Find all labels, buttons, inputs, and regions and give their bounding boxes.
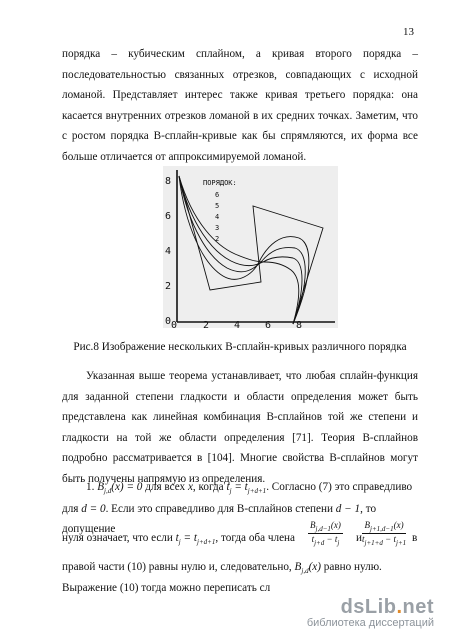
text: для всех <box>142 481 188 493</box>
x-tick: 8 <box>296 320 303 328</box>
formula-symbol: t <box>226 481 230 493</box>
page-number: 13 <box>403 26 414 38</box>
legend-item: 4 <box>215 213 220 221</box>
formula-symbol: B <box>97 481 105 493</box>
text: нуля означает, что если <box>62 532 176 544</box>
watermark <box>307 596 434 629</box>
frac-num-sub: j+1,d−1 <box>370 525 394 533</box>
line-4 <box>62 557 418 577</box>
text: для <box>62 503 82 515</box>
paragraph-1: порядка – кубическим сплайном, а кривая второго порядка – последовательностью связанных отрезков, совпадающих с исходной ломаной. Представляет интерес также кривая третьего порядка: она касается внутренних отрезков ломаной в их средних точках. Заметим, что с ростом порядка B-сплайн-кривые как бы спрямляются, их форма все больше отличается от аппроксимируемой ломаной. <box>62 48 418 163</box>
watermark-subtitle: библиотека диссертаций <box>306 617 434 629</box>
y-tick: 2 <box>165 281 172 292</box>
legend-item: 6 <box>215 191 220 199</box>
text: . Если это справедливо для B-сплайнов степени <box>105 503 336 515</box>
formula-symbol: B <box>294 561 302 573</box>
in-word: в <box>412 532 418 544</box>
curve-order-6 <box>179 176 299 324</box>
curve-order-5 <box>179 176 302 324</box>
fraction-2 <box>362 520 406 547</box>
fraction-1 <box>308 520 343 547</box>
y-tick: 8 <box>165 176 172 187</box>
logo-text: dsLib <box>340 596 397 618</box>
item-1-line <box>62 477 418 497</box>
formula-subscript: j,d <box>104 487 112 495</box>
text: , тогда оба члена <box>215 532 295 544</box>
line-5: Выражение (10) тогда можно переписать сл <box>62 582 271 594</box>
frac-den-sub: j <box>337 539 340 547</box>
frac-num: B <box>364 520 370 530</box>
formula-subscript: j,d <box>301 567 309 575</box>
y-tick: 4 <box>165 246 172 257</box>
formula-rest: = t <box>180 532 197 544</box>
formula-subscript: j <box>229 487 232 495</box>
curve-order-3 <box>179 176 309 324</box>
legend-item: 2 <box>215 235 220 243</box>
x-tick: 0 <box>171 320 178 328</box>
text: , то допущение <box>62 503 377 535</box>
y-tick: 6 <box>165 211 172 222</box>
figure-plot <box>163 166 338 328</box>
frac-num-rest: (x) <box>393 520 404 530</box>
text: правой части (10) равны нулю и, следовательно, <box>62 561 295 573</box>
formula-rest: = t <box>231 481 248 493</box>
legend-item: 5 <box>215 202 220 210</box>
frac-den-rest: − t <box>324 534 338 544</box>
x-tick: 4 <box>234 320 241 328</box>
frac-num-sub: j,d−1 <box>315 525 331 533</box>
text: , когда <box>192 481 227 493</box>
figure-bspline-curves <box>163 166 338 328</box>
text: равно нулю. <box>321 561 382 573</box>
formula-var: x <box>187 481 193 493</box>
formula: d = 0 <box>81 503 106 515</box>
formula-subscript: j+d+1 <box>247 487 267 495</box>
formula-rest: (x) = 0 <box>111 481 143 493</box>
frac-den-sub: j+d <box>314 539 325 547</box>
watermark-logo <box>307 596 434 619</box>
paragraph-2-text: Указанная выше теорема устанавливает, что любая сплайн-функция для заданной степени гладкости и области определения может быть представлена как линейная комбинация B-сплайнов той же степени и гладкости на той же области определения [71]. Теория B-сплайнов подробно рассматривается в [104]. Многие свойства B-сплайнов могут быть получены напрямую из определения. <box>62 370 418 485</box>
frac-den-rest: − t <box>382 534 396 544</box>
figure-caption: Рис.8 Изображение нескольких B-сплайн-кривых различного порядка <box>73 341 407 353</box>
item-number: 1. <box>86 481 95 493</box>
formula: d − 1 <box>335 503 361 515</box>
formula-subscript: j <box>178 538 181 546</box>
logo-dot: . <box>396 596 403 618</box>
frac-den-sub: j+1+d <box>364 539 383 547</box>
y-tick: 0 <box>165 316 172 327</box>
formula-subscript: j+d+1 <box>197 538 216 546</box>
legend-item: 3 <box>215 224 220 232</box>
formula-rest: (x) <box>308 561 321 573</box>
frac-num: B <box>310 520 316 530</box>
legend-title: ПОРЯДОК: <box>203 179 237 187</box>
curve-order-4 <box>179 176 305 324</box>
paragraph-2 <box>62 366 418 489</box>
text: . Согласно (7) это справедливо <box>266 481 413 493</box>
logo-text: net <box>402 596 434 618</box>
frac-den: t <box>362 534 365 544</box>
frac-den: t <box>311 534 315 544</box>
x-tick: 2 <box>203 320 210 328</box>
formula-symbol: t <box>175 532 179 544</box>
frac-den-sub: j+1 <box>396 539 407 547</box>
frac-num-rest: (x) <box>330 520 341 530</box>
and-word: и <box>356 532 362 544</box>
x-tick: 6 <box>265 320 272 328</box>
